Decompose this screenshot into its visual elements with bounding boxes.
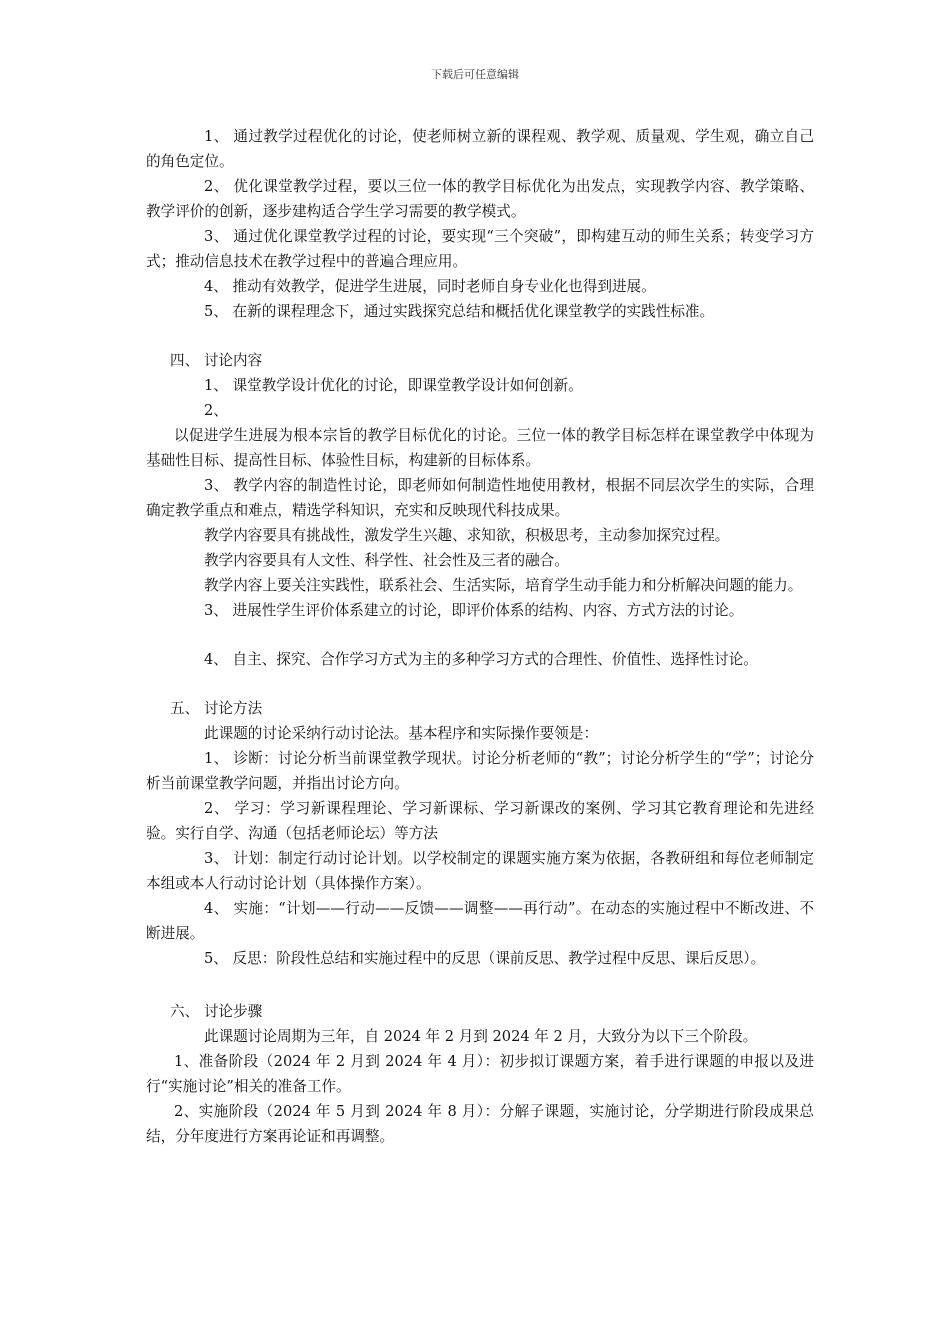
steps-intro: 此课题讨论周期为三年，自 2024 年 2 月到 2024 年 2 月，大致分为以下三个阶段。 <box>204 1028 758 1045</box>
section-heading-content: 四、 讨论内容 <box>170 352 263 369</box>
stage-2: 2、实施阶段（2024 年 5 月到 2024 年 8 月）：分解子课题，实施讨论，分学期进行阶段成果总结，分年度进行方案再论证和再调整。 <box>146 1103 814 1145</box>
content-item-1: 1、 课堂教学设计优化的讨论，即课堂教学设计如何创新。 <box>204 377 583 394</box>
goal-item-1: 1、 通过教学过程优化的讨论，使老师树立新的课程观、教学观、质量观、学生观，确立自己的角色定位。 <box>146 128 814 170</box>
method-item-5: 5、 反思：阶段性总结和实施过程中的反思（课前反思、教学过程中反思、课后反思）。 <box>204 950 766 967</box>
content-sub-item-b: 教学内容要具有人文性、科学性、社会性及三者的融合。 <box>204 552 569 569</box>
content-item-5: 4、 自主、探究、合作学习方式为主的多种学习方式的合理性、价值性、选择性讨论。 <box>204 651 758 668</box>
goal-item-4: 4、 推动有效教学，促进学生进展，同时老师自身专业化也得到进展。 <box>204 278 656 295</box>
section-heading-method: 五、 讨论方法 <box>170 700 263 717</box>
method-item-3: 3、 计划：制定行动讨论计划。以学校制定的课题实施方案为依据，各教研组和每位老师制定本组或本人行动讨论计划（具体操作方案）。 <box>146 850 814 892</box>
stage-1: 1、准备阶段（2024 年 2 月到 2024 年 4 月）：初步拟订课题方案，着手进行课题的申报以及进行“实施讨论”相关的准备工作。 <box>146 1053 814 1095</box>
method-item-2: 2、 学习：学习新课程理论、学习新课标、学习新课改的案例、学习其它教育理论和先进经验。实行自学、沟通（包括老师论坛）等方法 <box>146 800 814 842</box>
goal-item-3: 3、 通过优化课堂教学过程的讨论，要实现“三个突破”，即构建互动的师生关系；转变学习方式；推动信息技术在教学过程中的普遍合理应用。 <box>146 228 814 270</box>
goal-item-5: 5、 在新的课程理念下，通过实践探究总结和概括优化课堂教学的实践性标准。 <box>204 303 715 320</box>
method-item-1: 1、 诊断：讨论分析当前课堂教学现状。讨论分析老师的“教”；讨论分析学生的“学”；讨论分析当前课堂教学问题，并指出讨论方向。 <box>146 750 814 792</box>
section-heading-steps: 六、 讨论步骤 <box>170 1003 263 1020</box>
document-body <box>146 124 814 1149</box>
content-item-2-number: 2、 <box>204 402 228 419</box>
content-item-3: 3、 教学内容的制造性讨论，即老师如何制造性地使用教材，根据不同层次学生的实际，合理确定教学重点和难点，精选学科知识，充实和反映现代科技成果。 <box>146 477 814 519</box>
content-sub-item-c: 教学内容上要关注实践性，联系社会、生活实际，培育学生动手能力和分析解决问题的能力。 <box>204 577 803 594</box>
goal-item-2: 2、 优化课堂教学过程，要以三位一体的教学目标优化为出发点，实现教学内容、教学策略、教学评价的创新，逐步建构适合学生学习需要的教学模式。 <box>146 178 814 220</box>
method-intro: 此课题的讨论采纳行动讨论法。基本程序和实际操作要领是： <box>204 725 599 742</box>
content-item-2-text: 以促进学生进展为根本宗旨的教学目标优化的讨论。三位一体的教学目标怎样在课堂教学中体现为基础性目标、提高性目标、体验性目标，构建新的目标体系。 <box>146 427 814 469</box>
content-sub-item-a: 教学内容要具有挑战性，激发学生兴趣、求知欲，积极思考，主动参加探究过程。 <box>204 527 730 544</box>
page-header: 下载后可任意编辑 <box>431 68 519 81</box>
content-item-4: 3、 进展性学生评价体系建立的讨论，即评价体系的结构、内容、方式方法的讨论。 <box>204 602 744 619</box>
method-item-4: 4、 实施：“计划——行动——反馈——调整——再行动”。在动态的实施过程中不断改进、不断进展。 <box>146 900 814 942</box>
